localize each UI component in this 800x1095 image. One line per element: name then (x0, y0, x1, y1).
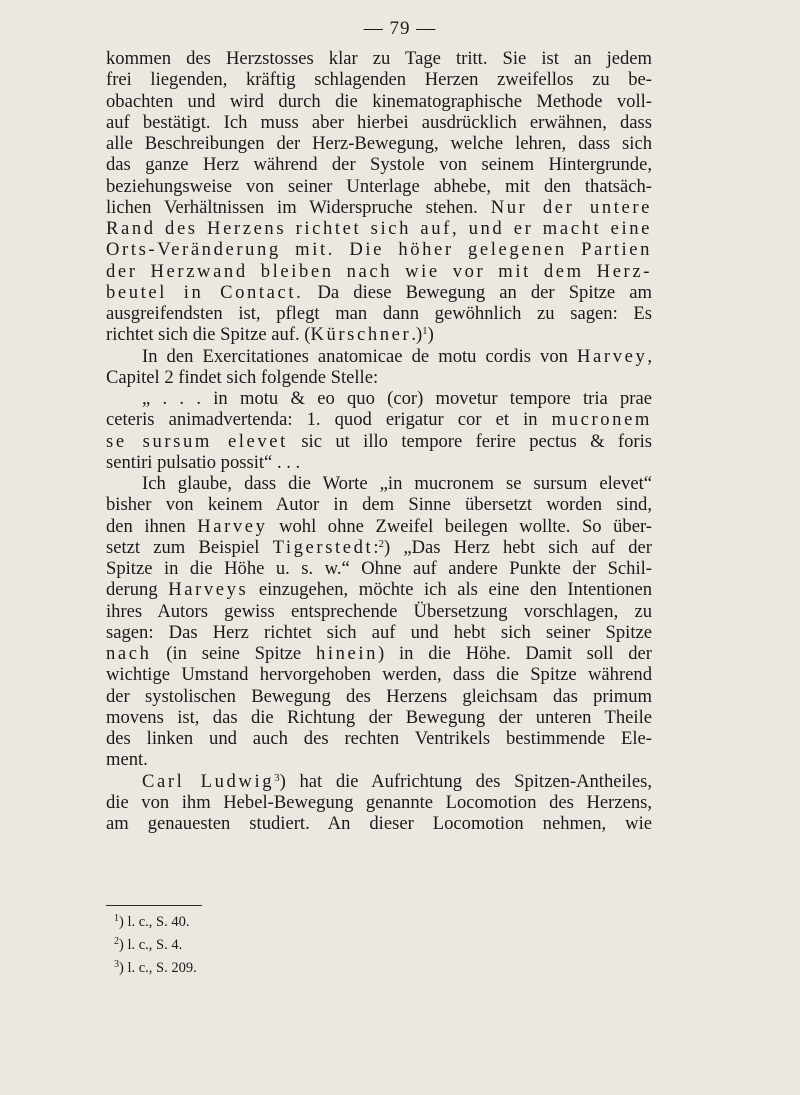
text-line (106, 197, 652, 218)
spaced-emphasis: nach (106, 643, 152, 664)
text-line: wichtige Umstand hervorgehoben werden, dass die Spitze während (106, 664, 652, 686)
text-run: .) (411, 324, 423, 346)
text-line: bisher von keinem Autor in dem Sinne übersetzt worden sind, (106, 494, 652, 516)
text-line (106, 324, 652, 345)
text-line (106, 771, 652, 792)
text-run: den ihnen (106, 515, 186, 537)
spaced-emphasis: hinein (315, 643, 379, 664)
text-line: ihres Autors gewiss entsprechende Übersetzung vorschlagen, zu (106, 600, 652, 622)
text-line (106, 516, 652, 537)
text-line: die von ihm Hebel-Bewegung genannte Locomotion des Herzens, (106, 791, 652, 813)
text-line: des linken und auch des rechten Ventrikels bestimmende Ele- (106, 728, 652, 749)
text-line: ausgreifendsten ist, pflegt man dann gewöhnlich zu sagen: Es (106, 303, 652, 324)
author-name: Carl Ludwig (142, 770, 275, 792)
text-run: : (373, 536, 379, 558)
footnote-marker: 2 (378, 537, 384, 550)
quote-line (106, 409, 652, 430)
text-run: ceteris animadvertenda: 1. quod erigatur cor et in (106, 409, 538, 431)
text-line: frei liegenden, kräftig schlagenden Herzen zweifellos zu be- (106, 69, 652, 91)
footnote (114, 932, 197, 955)
footnote-text: ) l. c., S. 4. (119, 937, 183, 953)
footnote-marker: 1 (422, 325, 428, 338)
text-run: wohl ohne Zweifel beilegen wollte. So über- (279, 515, 652, 537)
footnote (114, 955, 197, 978)
text-line: ment. (106, 749, 148, 771)
footnote-number: 2 (114, 936, 119, 947)
spaced-emphasis: beutel in Contact. (106, 281, 304, 303)
text-line: am genauesten studiert. An dieser Locomotion nehmen, wie (106, 813, 652, 834)
footnote-text: ) l. c., S. 40. (119, 914, 190, 930)
text-line: obachten und wird durch die kinematographische Methode voll- (106, 90, 652, 112)
text-line: Ich glaube, dass die Worte „in mucronem se sursum elevet“ (142, 473, 652, 494)
text-line: Spitze in die Höhe u. s. w.“ Ohne auf andere Punkte der Schil- (106, 558, 652, 579)
text-line: sagen: Das Herz richtet sich auf und hebt sich seiner Spitze (106, 621, 652, 643)
text-line: kommen des Herzstosses klar zu Tage tritt. Sie ist an jedem (106, 48, 652, 69)
page-body (106, 48, 652, 834)
footnote (114, 909, 197, 932)
text-run: ) in die Höhe. Damit soll der (378, 643, 653, 664)
text-line: das ganze Herz während der Systole von seinem Hintergrunde, (106, 154, 652, 176)
text-run: derung (106, 579, 158, 601)
text-line (106, 643, 652, 664)
text-run: ) hat die Aufrichtung des Spitzen-Antheiles, (279, 770, 652, 792)
author-name: Harvey (197, 515, 268, 537)
text-run: ) (427, 324, 434, 346)
spaced-emphasis: Nur der untere (490, 196, 652, 218)
quote-line (106, 431, 652, 452)
footnote-number: 1 (114, 913, 119, 924)
author-name: Harveys (168, 579, 249, 601)
text-run: Da diese Bewegung an der Spitze am (317, 281, 652, 303)
text-line (106, 282, 652, 303)
text-line: beziehungsweise von seiner Unterlage abhebe, mit den thatsäch- (106, 175, 652, 197)
text-line (106, 579, 652, 600)
author-name: Kürschner (310, 324, 412, 346)
text-line (106, 537, 652, 558)
spaced-emphasis-line: der Herzwand bleiben nach wie vor mit dem Herz- (106, 260, 652, 282)
text-run: ) „Das Herz hebt sich auf der (383, 536, 652, 558)
spaced-emphasis-line: Orts-Veränderung mit. Die höher gelegenen Partien (106, 239, 652, 261)
spaced-emphasis: mucronem (551, 409, 652, 431)
text-line: alle Beschreibungen der Herz-Bewegung, welche lehren, dass sich (106, 133, 652, 154)
author-name: Harvey (577, 345, 648, 367)
footnote-number: 3 (114, 959, 119, 970)
spaced-emphasis: se sursum elevet (106, 430, 288, 452)
spaced-emphasis-line: Rand des Herzens richtet sich auf, und er macht eine (106, 218, 652, 239)
text-line: der systolischen Bewegung des Herzens gleichsam das primum (106, 685, 652, 707)
text-line: auf bestätigt. Ich muss aber hierbei ausdrücklich erwähnen, dass (106, 111, 652, 133)
text-run: (in seine Spitze (166, 643, 302, 664)
text-run: , (647, 345, 652, 367)
quote-line: „ . . . in motu & eo quo (cor) movetur tempore tria prae (142, 388, 652, 409)
text-line: Capitel 2 findet sich folgende Stelle: (106, 366, 379, 388)
text-run: richtet sich die Spitze auf. ( (106, 324, 311, 346)
text-run: setzt zum Beispiel (106, 536, 260, 558)
quote-line: sentiri pulsatio possit“ . . . (106, 451, 301, 473)
text-run: einzugehen, möchte ich als eine den Intentionen (258, 579, 653, 601)
footnote-text: ) l. c., S. 209. (119, 960, 197, 976)
footnotes (114, 909, 197, 978)
page-number: — 79 — (363, 18, 437, 39)
text-run: In den Exercitationes anatomicae de motu cordis von (142, 345, 568, 367)
footnote-divider (106, 905, 202, 906)
author-name: Tigerstedt (272, 536, 374, 558)
text-line (106, 346, 652, 367)
footnote-marker: 3 (274, 771, 280, 784)
text-line: movens ist, das die Richtung der Bewegung der unteren Theile (106, 706, 652, 728)
text-run: sic ut illo tempore ferire pectus & foris (301, 430, 652, 452)
text-run: lichen Verhältnissen im Widerspruche stehen. (106, 196, 478, 218)
